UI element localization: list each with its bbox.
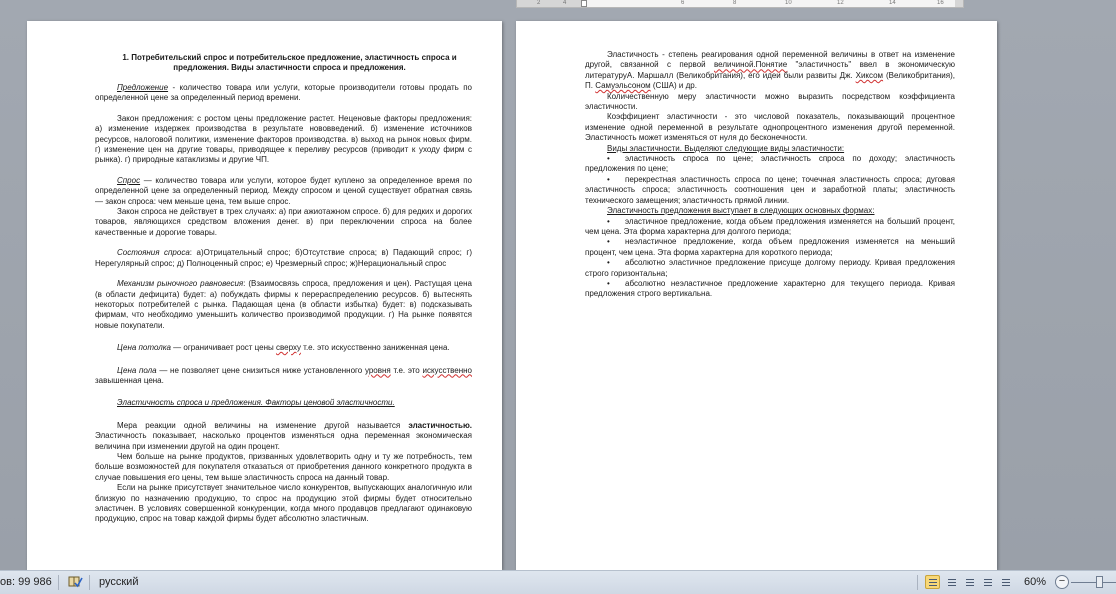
spelling-error[interactable]: Самуэльсоном [595,81,651,91]
ruler-margin-right [955,0,963,7]
term-demand-states: Состояния спроса [117,248,190,258]
paragraph-text: Эластичность - степень реагирования одной переменной величины в ответ на изменение другой, связанной с первой [585,50,955,70]
term-price-ceiling: Цена потолка [117,343,171,353]
paragraph-law-supply: Закон предложения: с ростом цены предложение растет. Неценовые факторы предложения: а) изменение издержек производства в результате нововведений. б) изменение источников ресурсов, налоговой политики, изменение факторов производства. в) выход на рынок новых фирм. г) изменение цен на другие товары, приводящее к переливу ресурсов (приводит к уходу фирм с рынка). г) природные катаклизмы и другие ЧП. [95,113,472,165]
print-layout-icon [929,579,937,586]
spelling-error[interactable]: сверху [275,343,301,353]
status-bar [0,570,1116,594]
section-title: 1. Потребительский спрос и потребительское предложение, эластичность спроса и предложения. Виды эластичности спроса и предложения. [122,53,457,72]
language-indicator[interactable]: русский [99,576,139,588]
paragraph-price-floor [95,366,472,387]
paragraph-text: т.е. это [390,365,423,375]
paragraph-text: - количество товара или услуги, которые производители готовы продать по определенной цене за определенный период времени. [95,83,472,103]
ruler-tick: 8 [733,0,737,6]
bold-term: эластичностью. [408,420,472,430]
paragraph-law-demand: Закон спроса не действует в трех случаях: а) при ажиотажном спросе. б) для редких и дорогих товаров, являющихся средством вложения денег. в) при переключении спроса на более качественные и дорогие товары. [95,207,472,237]
print-layout-view-button[interactable] [925,575,940,589]
paragraph-equilibrium [95,279,472,331]
paragraph-elasticity-definition [585,50,955,92]
full-screen-reading-view-button[interactable] [944,575,959,589]
zoom-slider-thumb[interactable] [1096,576,1103,588]
status-divider [89,575,90,590]
elasticity-types-list [585,154,955,206]
ruler-tick: 16 [937,0,944,6]
paragraph-text: "эластичность" ввел в экономическую литературуА. Маршалл (Великобритания), его идеи были развиты Дж. [585,60,955,80]
ruler-tick: 10 [785,0,792,6]
paragraph-text: т.е. это искусственно заниженная цена. [300,343,450,353]
draft-view-button[interactable] [998,575,1013,589]
paragraph-text: — ограничивает рост цены [170,343,276,353]
paragraph-text: : (Взаимосвязь спроса, предложения и цен). Растущая цена (в области дефицита) будет: а) побуждать фирмы к перераспределению ресурсов. б) вытеснять некоторых потребителей с рынка. Падающая цена (в области избытка) будет: в) подсказывать фирмам, что необходимо уменьшить количество производимой продукции. г) На рынке появятся новые покупатели. [95,279,472,330]
types-heading [585,144,955,154]
paragraph-text: Эластичность показывает, насколько процентов изменяться одна переменная экономическая величина при изменении другой на один процент. [95,431,472,451]
heading-text: Эластичность предложения выступает в следующих основных формах: [607,206,875,216]
spellcheck-book-icon[interactable] [68,574,83,589]
term-price-floor: Цена пола [117,365,157,375]
elasticity-heading [95,398,472,408]
ruler-margin-left [517,0,585,7]
paragraph-text: (США) и др. [650,81,697,91]
heading-text: Эластичность спроса и предложения. Факторы ценовой эластичности. [117,398,395,408]
forms-heading [585,206,955,216]
list-item: • неэластичное предложение, когда объем предложения изменяется на меньший процент, чем цена. Эта форма характерна для короткого периода; [585,237,955,258]
paragraph-text: : а)Отрицательный спрос; б)Отсутствие спроса; в) Падающий спрос; г) Нерегулярный спрос; д) Полноценный спрос; е) Чрезмерный спрос; ж)Нерациональный спрос [95,248,472,268]
list-item: • абсолютно эластичное предложение присуще долгому периоду. Кривая предложения строго горизонтальна; [585,258,955,279]
horizontal-ruler[interactable] [516,0,964,8]
paragraph-text: Мера реакции одной величины на изменение другой называется [117,420,409,430]
paragraph-text: завышенная цена. [95,375,164,385]
supply-forms-list [585,217,955,300]
paragraph-measure [95,421,472,452]
paragraph-text: (Великобритания), П. [585,70,955,91]
ruler-tick: 14 [889,0,896,6]
ruler-tick: 2 [537,0,541,6]
spelling-error[interactable]: Хиксом [855,70,884,80]
heading-text: Виды эластичности. Выделяют следующие виды эластичности: [607,143,845,153]
ruler-tick: 12 [837,0,844,6]
list-item: • эластичность спроса по цене; эластичность спроса по доходу; эластичность предложения по цене; [585,154,955,175]
ruler-tick: 4 [563,0,567,6]
paragraph-price-ceiling [95,343,472,353]
status-divider [58,575,59,590]
ruler-indent-marker[interactable] [581,0,587,7]
paragraph-text: — количество товара или услуги, которое будет куплено за определенное время по определенной цене за определенный период. Между спросом и ценой существует обратная связь — закон спроса: чем меньше цена, тем выше спрос. [95,175,472,206]
paragraph-more-products: Чем больше на рынке продуктов, призванных удовлетворить одну и ту же потребность, тем больше возможностей для покупателя отказаться от приобретения данного конкретного продукта в случае повышения его цены, тем выше эластичность спроса на данный товар. [95,451,472,482]
paragraph-competitors: Если на рынке присутствует значительное число конкурентов, выпускающих аналогичную или близкую по назначению продукцию, то спрос на продукцию этой фирмы будет относительно эластичен. В условиях совершенной конкуренции, когда много продавцов предлагают одинаковую продукцию, спрос на товар каждой фирмы будет абсолютно эластичным. [95,483,472,524]
term-supply: Предложение [117,83,169,92]
ruler-tick: 6 [681,0,685,6]
list-item: • эластичное предложение, когда объем предложения изменяется на больший процент, чем цена. Эта форма характерна для долгого периода; [585,217,955,238]
paragraph-coefficient: Коэффициент эластичности - это числовой показатель, показывающий процентное изменение одной переменной в результате однопроцентного изменения другой переменной. Эластичность может изменяться от нуля до бесконечности. [585,112,955,143]
spelling-error[interactable]: уровня [364,365,391,375]
term-demand: Спрос [117,175,141,185]
zoom-out-button[interactable]: − [1055,575,1069,589]
status-divider [917,575,918,590]
outline-icon [984,579,992,586]
list-item: • абсолютно неэластичное предложение характерно для текущего периода. Кривая предложения строго вертикальна. [585,279,955,300]
draft-icon [1002,579,1010,586]
zoom-slider-track[interactable] [1071,582,1116,583]
list-item: • перекрестная эластичность спроса по цене; точечная эластичность спроса; дуговая эластичность спроса; эластичность соотношения цен и заработной платы; эластичность технического замещения; эластичность прямой линии. [585,175,955,206]
paragraph-supply [95,83,472,104]
reading-view-icon [948,579,956,586]
term-equilibrium: Механизм рыночного равновесия [117,279,244,289]
zoom-level[interactable]: 60% [1024,576,1047,588]
document-page-2[interactable] [516,21,997,570]
paragraph-demand [95,176,472,207]
document-page-1[interactable] [27,21,502,570]
spelling-error[interactable]: величиной.Понятие [713,60,788,70]
outline-view-button[interactable] [980,575,995,589]
web-layout-view-button[interactable] [962,575,977,589]
word-count[interactable]: ов: 99 986 [0,576,52,588]
paragraph-demand-states [95,248,472,269]
paragraph-text: — не позволяет цене снизиться ниже установленного [156,365,365,375]
web-layout-icon [966,579,974,586]
spelling-error[interactable]: искусственно [422,365,472,375]
paragraph-quantitative: Количественную меру эластичности можно выразить посредством коэффициента эластичности. [585,91,955,112]
